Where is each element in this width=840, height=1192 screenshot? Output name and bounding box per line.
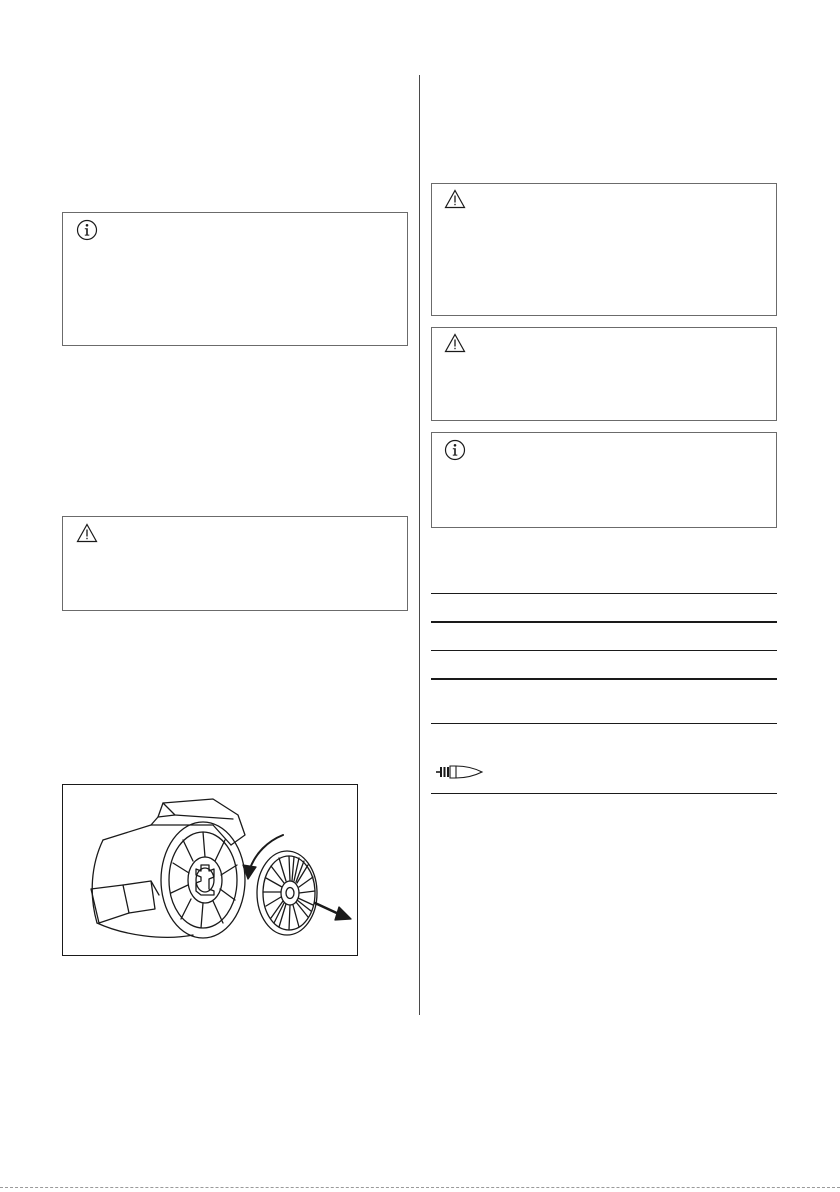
table-rule [431, 621, 777, 623]
warning-icon [444, 189, 466, 209]
info-notice-left [62, 212, 408, 346]
column-divider [419, 75, 420, 1015]
fan-filter-removal-illustration [63, 785, 357, 955]
fan-filter-figure [62, 784, 358, 956]
info-icon [444, 439, 466, 461]
warning-notice-left [62, 516, 408, 611]
info-notice-right [431, 432, 777, 528]
warning-notice-right-1 [431, 183, 777, 316]
candle-bulb-icon [434, 762, 484, 782]
table-rule [431, 593, 777, 594]
warning-notice-right-2 [431, 327, 777, 421]
table-rule [431, 723, 777, 724]
warning-icon [444, 333, 466, 353]
page-bottom-cut-line [0, 1187, 840, 1188]
table-rule [431, 793, 777, 794]
table-rule [431, 678, 777, 680]
info-icon [76, 219, 98, 241]
warning-icon [76, 523, 98, 543]
table-rule [431, 650, 777, 651]
